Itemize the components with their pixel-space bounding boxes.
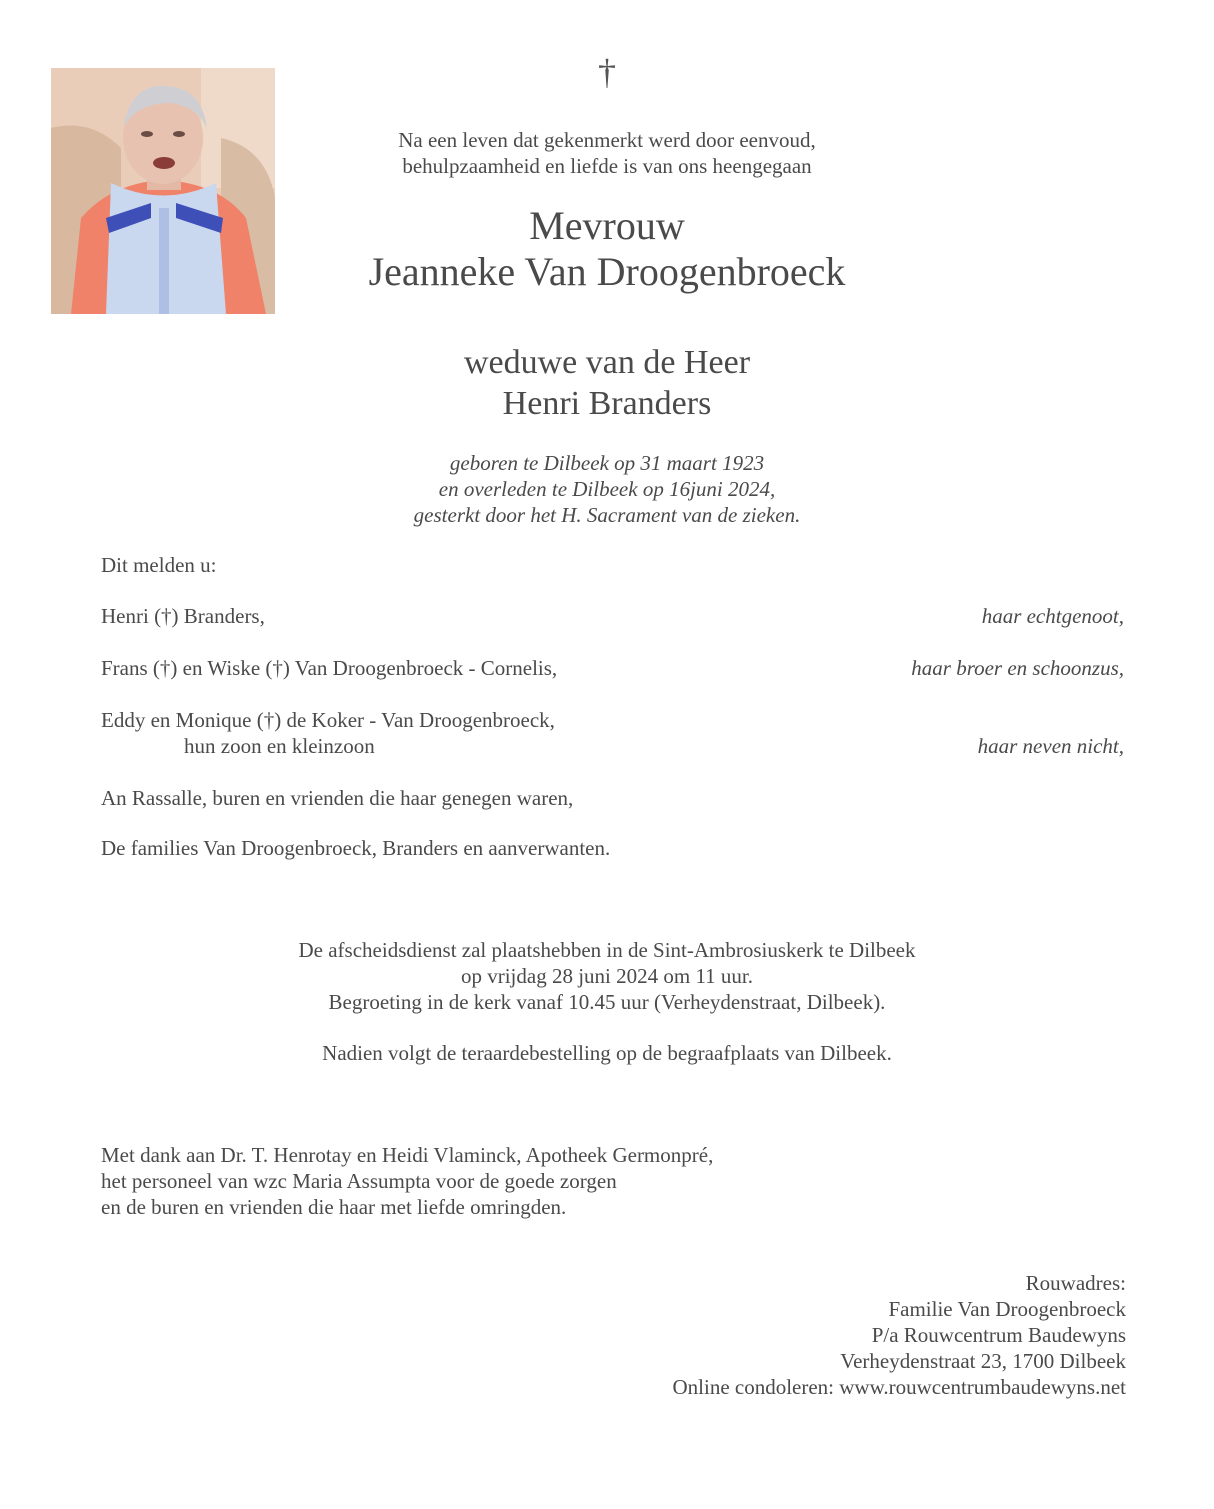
- others-line: An Rassalle, buren en vrienden die haar genegen waren,: [101, 786, 574, 810]
- relative-relation: haar echtgenoot,: [981, 604, 1124, 628]
- families-line: De families Van Droogenbroeck, Branders en aanverwanten.: [101, 836, 611, 860]
- widow-block: [0, 342, 1214, 424]
- cross-icon: †: [598, 52, 616, 92]
- service-line: op vrijdag 28 juni 2024 om 11 uur.: [460, 964, 754, 988]
- relative-name: Frans (†) en Wiske (†) Van Droogenbroeck - Cornelis,: [101, 656, 558, 680]
- mourning-address: [672, 1270, 1126, 1400]
- spouse-name: Henri Branders: [502, 385, 712, 422]
- address-heading: Rouwadres:: [1025, 1271, 1126, 1295]
- thanks-line: het personeel van wzc Maria Assumpta voor de goede zorgen: [101, 1169, 617, 1193]
- address-line: Verheydenstraat 23, 1700 Dilbeek: [840, 1349, 1126, 1373]
- dates-block: [0, 450, 1214, 528]
- service-line: De afscheidsdienst zal plaatshebben in de Sint-Ambrosiuskerk te Dilbeek: [298, 938, 916, 962]
- address-line: Familie Van Droogenbroeck: [888, 1297, 1126, 1321]
- birth-line: geboren te Dilbeek op 31 maart 1923: [449, 451, 765, 475]
- intro-line: behulpzaamheid en liefde is van ons heengegaan: [402, 154, 812, 178]
- thanks-line: en de buren en vrienden die haar met liefde omringden.: [101, 1195, 567, 1219]
- relative-name: Henri (†) Branders,: [101, 604, 265, 628]
- relative-name: [101, 707, 555, 759]
- sacrament-line: gesterkt door het H. Sacrament van de zieken.: [413, 503, 801, 527]
- relative-name-line: Eddy en Monique (†) de Koker - Van Droogenbroeck,: [101, 708, 555, 732]
- relative-relation: haar broer en schoonzus,: [911, 656, 1124, 680]
- thanks-block: [101, 1142, 713, 1220]
- burial-line: Nadien volgt de teraardebestelling op de begraafplaats van Dilbeek.: [322, 1041, 892, 1065]
- service-block: [0, 937, 1214, 1015]
- death-line: en overleden te Dilbeek op 16juni 2024,: [438, 477, 776, 501]
- intro-text: [0, 127, 1214, 179]
- deceased-name: [0, 203, 1214, 295]
- name-line: Jeanneke Van Droogenbroeck: [368, 249, 846, 294]
- address-line: P/a Rouwcentrum Baudewyns: [871, 1323, 1126, 1347]
- intro-line: Na een leven dat gekenmerkt werd door eenvoud,: [398, 128, 816, 152]
- service-line: Begroeting in de kerk vanaf 10.45 uur (Verheydenstraat, Dilbeek).: [328, 990, 886, 1014]
- thanks-line: Met dank aan Dr. T. Henrotay en Heidi Vlaminck, Apotheek Germonpré,: [101, 1143, 714, 1167]
- announcement-intro: Dit melden u:: [101, 553, 217, 577]
- relative-sub-line: hun zoon en kleinzoon: [184, 734, 375, 758]
- relative-relation: haar neven nicht,: [977, 734, 1124, 758]
- title-line: Mevrouw: [529, 203, 685, 248]
- widow-line: weduwe van de Heer: [463, 344, 751, 381]
- condolence-link[interactable]: Online condoleren: www.rouwcentrumbaudewyns.net: [672, 1375, 1126, 1399]
